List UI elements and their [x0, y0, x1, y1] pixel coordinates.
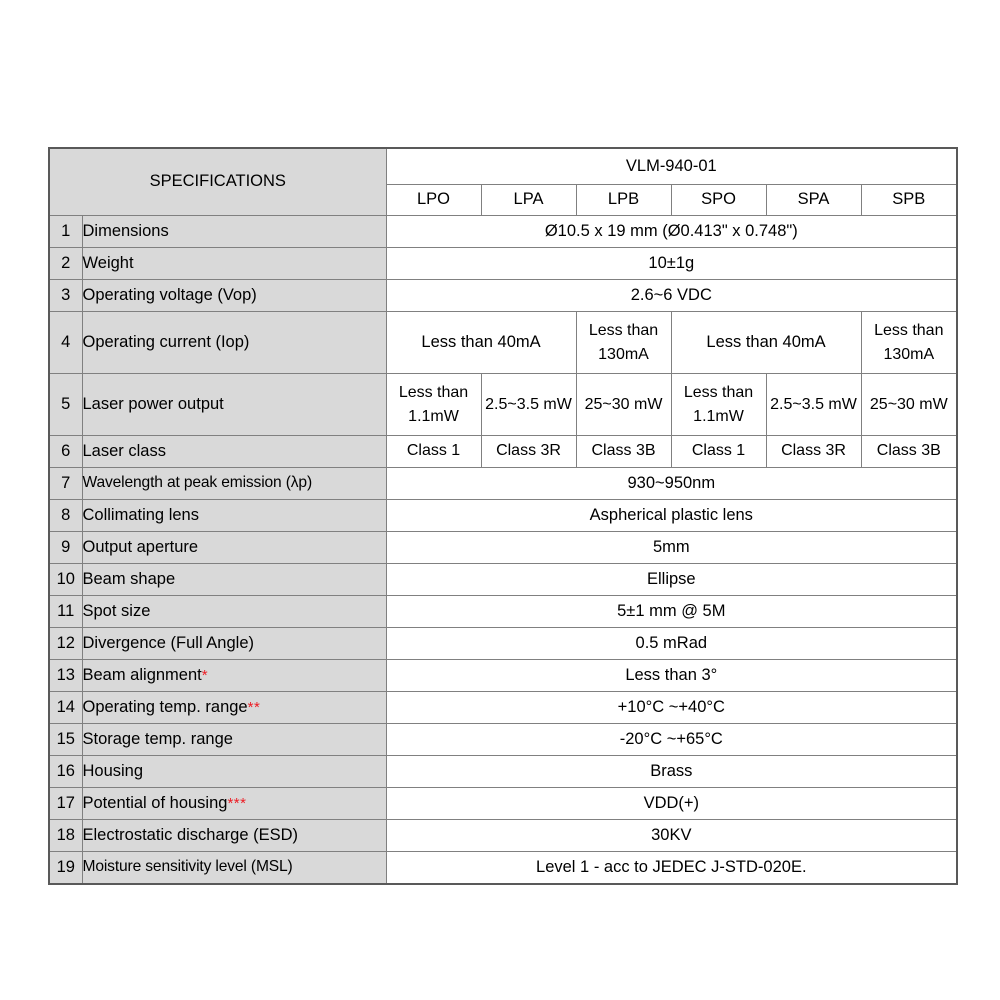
row-number: 3	[49, 280, 82, 312]
row-label-text: Output aperture	[82, 537, 199, 556]
column-header-spo: SPO	[671, 185, 766, 216]
row-number: 19	[49, 852, 82, 885]
row-number: 10	[49, 564, 82, 596]
row-label	[82, 852, 386, 885]
row-label-text: Laser power output	[82, 394, 224, 413]
footnote-marker: *	[201, 666, 209, 684]
row-value-segment: Less than 40mA	[386, 312, 576, 374]
row-label-text: Dimensions	[82, 221, 169, 240]
row-label	[82, 692, 386, 724]
row-number: 7	[49, 468, 82, 500]
footnote-marker: ***	[227, 794, 247, 812]
row-value-segment: Class 3R	[766, 436, 861, 468]
row-value: VDD(+)	[386, 788, 957, 820]
table-row	[49, 692, 957, 724]
row-value: 0.5 mRad	[386, 628, 957, 660]
table-header-row-model	[49, 148, 957, 185]
row-label	[82, 248, 386, 280]
row-value: Ellipse	[386, 564, 957, 596]
row-label-text: Wavelength at peak emission (λp)	[82, 474, 313, 492]
row-label	[82, 374, 386, 436]
table-row	[49, 660, 957, 692]
row-label-text: Divergence (Full Angle)	[82, 633, 254, 652]
row-value: 5mm	[386, 532, 957, 564]
row-label	[82, 216, 386, 248]
row-number: 15	[49, 724, 82, 756]
row-label	[82, 660, 386, 692]
row-number: 9	[49, 532, 82, 564]
row-value-segment: 25~30 mW	[576, 374, 671, 436]
footnote-marker: **	[247, 698, 261, 716]
column-header-lpb: LPB	[576, 185, 671, 216]
row-value: 30KV	[386, 820, 957, 852]
specifications-header-cell: SPECIFICATIONS	[49, 148, 386, 216]
specifications-table-body	[49, 148, 957, 884]
row-number: 12	[49, 628, 82, 660]
row-value: -20°C ~+65°C	[386, 724, 957, 756]
table-row	[49, 374, 957, 436]
row-label	[82, 564, 386, 596]
row-label-text: Beam alignment	[82, 665, 202, 684]
column-header-spa: SPA	[766, 185, 861, 216]
row-number: 1	[49, 216, 82, 248]
row-label-text: Operating voltage (Vop)	[82, 285, 257, 304]
row-number: 11	[49, 596, 82, 628]
row-number: 18	[49, 820, 82, 852]
row-value-segment: Less than 130mA	[861, 312, 957, 374]
row-label-text: Laser class	[82, 441, 166, 460]
row-label	[82, 436, 386, 468]
row-number: 8	[49, 500, 82, 532]
row-value: Ø10.5 x 19 mm (Ø0.413" x 0.748")	[386, 216, 957, 248]
table-row	[49, 436, 957, 468]
row-number: 17	[49, 788, 82, 820]
table-row	[49, 564, 957, 596]
row-number: 4	[49, 312, 82, 374]
row-value-segment: Class 1	[386, 436, 481, 468]
row-number: 16	[49, 756, 82, 788]
row-value-segment: Less than 130mA	[576, 312, 671, 374]
row-label-text: Operating temp. range	[82, 697, 248, 716]
row-value: Level 1 - acc to JEDEC J-STD-020E.	[386, 852, 957, 885]
row-label	[82, 280, 386, 312]
row-value-segment: Class 3B	[861, 436, 957, 468]
table-row	[49, 532, 957, 564]
row-label-text: Housing	[82, 761, 144, 780]
model-name-header-cell: VLM-940-01	[386, 148, 957, 185]
row-value: Less than 3°	[386, 660, 957, 692]
table-row	[49, 248, 957, 280]
column-header-lpo: LPO	[386, 185, 481, 216]
row-label-text: Collimating lens	[82, 505, 199, 524]
specifications-table	[48, 147, 958, 885]
row-value-segment: 25~30 mW	[861, 374, 957, 436]
row-number: 6	[49, 436, 82, 468]
row-label-text: Weight	[82, 253, 134, 272]
row-label	[82, 532, 386, 564]
table-row	[49, 280, 957, 312]
row-label-text: Operating current (Iop)	[82, 332, 250, 351]
row-value-segment: 2.5~3.5 mW	[481, 374, 576, 436]
row-value: 10±1g	[386, 248, 957, 280]
table-row	[49, 628, 957, 660]
row-value: 2.6~6 VDC	[386, 280, 957, 312]
row-number: 13	[49, 660, 82, 692]
table-row	[49, 312, 957, 374]
row-label	[82, 500, 386, 532]
row-value-segment: Class 3R	[481, 436, 576, 468]
row-value-segment: Less than 1.1mW	[671, 374, 766, 436]
row-label-text: Beam shape	[82, 569, 176, 588]
column-header-lpa: LPA	[481, 185, 576, 216]
table-row	[49, 468, 957, 500]
table-row	[49, 724, 957, 756]
row-label-text: Electrostatic discharge (ESD)	[82, 825, 298, 844]
row-label	[82, 820, 386, 852]
row-label	[82, 788, 386, 820]
table-row	[49, 820, 957, 852]
row-label	[82, 724, 386, 756]
table-row	[49, 500, 957, 532]
row-label-text: Potential of housing	[82, 793, 228, 812]
row-number: 5	[49, 374, 82, 436]
table-row	[49, 596, 957, 628]
row-number: 14	[49, 692, 82, 724]
row-label-text: Moisture sensitivity level (MSL)	[82, 858, 293, 876]
column-header-spb: SPB	[861, 185, 957, 216]
table-row	[49, 756, 957, 788]
table-row	[49, 852, 957, 885]
row-value: Aspherical plastic lens	[386, 500, 957, 532]
row-label	[82, 468, 386, 500]
row-value-segment: 2.5~3.5 mW	[766, 374, 861, 436]
row-value-segment: Less than 1.1mW	[386, 374, 481, 436]
row-label	[82, 312, 386, 374]
row-value: Brass	[386, 756, 957, 788]
row-value-segment: Class 1	[671, 436, 766, 468]
table-row	[49, 216, 957, 248]
row-label	[82, 596, 386, 628]
row-value-segment: Less than 40mA	[671, 312, 861, 374]
row-value-segment: Class 3B	[576, 436, 671, 468]
row-value: +10°C ~+40°C	[386, 692, 957, 724]
table-row	[49, 788, 957, 820]
row-label	[82, 628, 386, 660]
row-label-text: Storage temp. range	[82, 729, 233, 748]
row-value: 930~950nm	[386, 468, 957, 500]
row-number: 2	[49, 248, 82, 280]
row-label-text: Spot size	[82, 601, 151, 620]
row-value: 5±1 mm @ 5M	[386, 596, 957, 628]
row-label	[82, 756, 386, 788]
specifications-table-container	[48, 147, 956, 885]
